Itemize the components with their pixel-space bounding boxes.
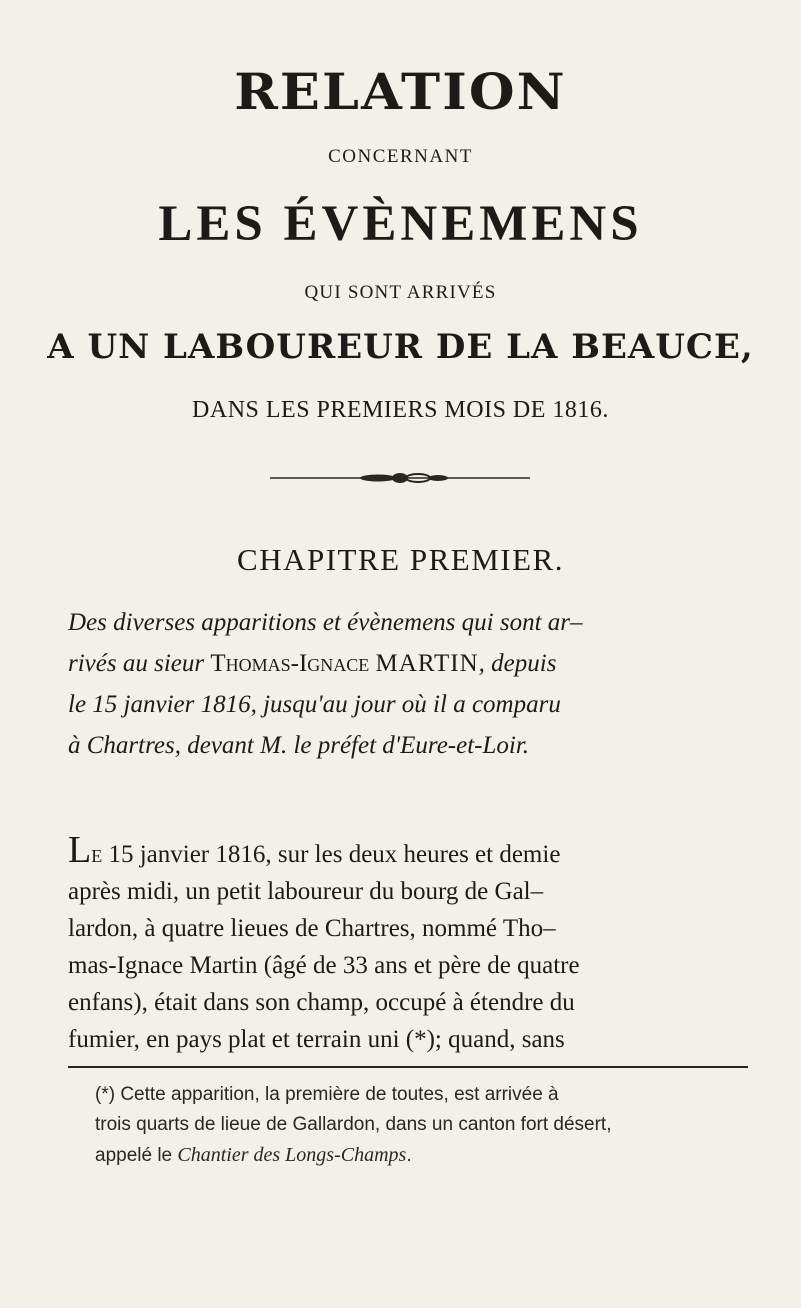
body-line-6: fumier, en pays plat et terrain uni (*); quand, sans xyxy=(68,1026,565,1053)
body-line-2: après midi, un petit laboureur du bourg de Gal– xyxy=(68,878,544,905)
subtitle-dates: DANS LES PREMIERS MOIS DE 1816. xyxy=(192,397,609,423)
footnote-line-3 xyxy=(95,1140,755,1171)
subtitle-qui-sont: QUI SONT ARRIVÉS xyxy=(304,282,497,303)
subtitle-laboureur: A UN LABOUREUR DE LA BEAUCE, xyxy=(47,327,754,367)
footnote-text: appelé le xyxy=(95,1145,178,1166)
summary-name: Thomas-Ignace xyxy=(210,650,370,677)
body-line-3: lardon, à quatre lieues de Chartres, nommé Tho– xyxy=(68,915,556,942)
summary-line-1: Des diverses apparitions et évènemens qui sont ar– xyxy=(68,609,583,636)
subtitle-evenemens: LES ÉVÈNEMENS xyxy=(158,196,643,252)
footnote-rule xyxy=(68,1066,748,1068)
body-paragraph xyxy=(68,829,748,1058)
footnote-line-1: (*) Cette apparition, la première de toutes, est arrivée à xyxy=(95,1084,559,1105)
body-line-1 xyxy=(68,829,748,873)
drop-cap: L xyxy=(68,829,92,871)
body-line-1-text: 15 janvier 1816, sur les deux heures et demie xyxy=(102,841,561,868)
footnote-text: . xyxy=(406,1145,412,1166)
chapter-summary xyxy=(68,602,748,766)
footnote-place-name: Chantier des Longs-Champs xyxy=(177,1144,407,1166)
summary-surname: MARTIN xyxy=(375,650,479,677)
summary-line-3: le 15 janvier 1816, jusqu'au jour où il a comparu xyxy=(68,691,561,718)
summary-line-4: à Chartres, devant M. le préfet d'Eure-et-Loir. xyxy=(68,732,530,759)
summary-line-2 xyxy=(68,643,748,684)
body-line-4: mas-Ignace Martin (âgé de 33 ans et père de quatre xyxy=(68,952,580,979)
footnote-line-2: trois quarts de lieue de Gallardon, dans un canton fort désert, xyxy=(95,1114,612,1135)
page-title: RELATION xyxy=(234,62,567,121)
footnote xyxy=(95,1080,755,1171)
subtitle-concernant: CONCERNANT xyxy=(328,146,473,167)
drop-cap-rest: e xyxy=(91,841,103,868)
summary-text: rivés au sieur xyxy=(68,650,211,677)
body-line-5: enfans), était dans son champ, occupé à étendre du xyxy=(68,989,575,1016)
summary-text: , depuis xyxy=(478,650,557,677)
chapter-title: CHAPITRE PREMIER. xyxy=(237,542,564,577)
ornament-divider xyxy=(270,471,530,485)
